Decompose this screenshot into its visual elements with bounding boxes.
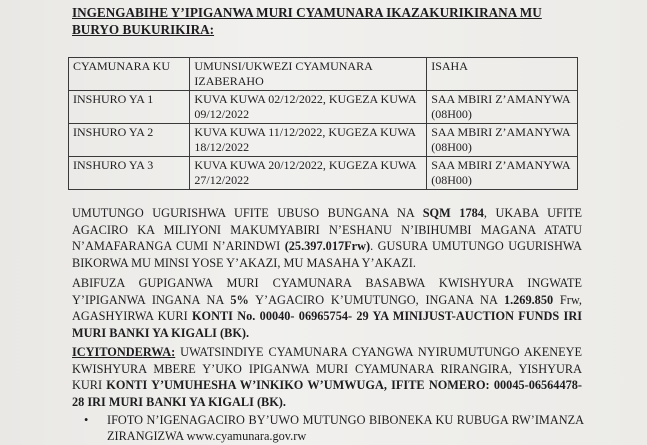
- deposit-percent: 5%: [230, 292, 249, 307]
- para3-text: UWATSINDIYE CYAMUNARA CYANGWA NYIRUMUTUNGO AKENEYE KWISHYURA MBERE Y’UKO IPIGANWA MURI CYAMUNARA RIRANGIRA, YISHYURA KURI: [72, 345, 582, 392]
- cell-dates: KUVA KUWA 20/12/2022, KUGEZA KUWA 27/12/2022: [190, 157, 427, 190]
- header-round: CYAMUNARA KU: [69, 58, 190, 91]
- cell-round: INSHURO YA 1: [69, 91, 190, 124]
- table-row: [69, 91, 578, 124]
- para1-text: UMUTUNGO UGURISHWA UFITE UBUSO BUNGANA NA: [72, 206, 423, 220]
- cell-round: INSHURO YA 3: [69, 157, 190, 190]
- property-area: SQM 1784: [422, 206, 484, 220]
- property-description-paragraph: [72, 205, 582, 271]
- list-item: [84, 412, 584, 444]
- header-dates: UMUNSI/UKWEZI CYAMUNARA IZABERAHO: [190, 58, 427, 91]
- header-time: ISAHA: [427, 58, 578, 91]
- para1-text: . GUSURA UMUTUNGO UGURISHWA BIKORWA MU MINSI YOSE Y’AKAZI, MU MASAHA Y’AKAZI.: [72, 239, 582, 270]
- bullet-text: IFOTO N’IGENAGACIRO BY’UWO MUTUNGO BIBONEKA KU RUBUGA RW’IMANZA ZIRANGIZWA www.cyamunara.gov.rw: [107, 413, 584, 443]
- para2-text: Y’AGACIRO K’UMUTUNGO, INGANA NA: [248, 292, 504, 307]
- table-row: [69, 157, 578, 190]
- heading-line-2: BURYO BUKURIKIRA:: [72, 22, 215, 37]
- auction-schedule-table: [68, 57, 578, 190]
- cell-dates: KUVA KUWA 02/12/2022, KUGEZA KUWA 09/12/2022: [190, 91, 427, 124]
- deposit-account: KONTI No. 00040- 06965754- 29 YA MINIJUST-AUCTION FUNDS IRI MURI BANKI YA KIGALI (BK).: [72, 309, 582, 340]
- cell-time: SAA MBIRI Z’AMANYWA (08H00): [427, 157, 578, 190]
- section-heading: [72, 4, 592, 38]
- cell-time: SAA MBIRI Z’AMANYWA (08H00): [427, 124, 578, 157]
- cell-round: INSHURO YA 2: [69, 124, 190, 157]
- table-row: [69, 124, 578, 157]
- heading-line-1: INGENGABIHE Y’IPIGANWA MURI CYAMUNARA IKAZAKURIKIRANA MU: [72, 5, 542, 20]
- para1-text: , UKABA UFITE AGACIRO KA MILIYONI MAKUMYABIRI N’ESHANU N’IBIHUMBI MAGANA ATATU N’AMAFARANGA CUMI N’ARINDWI: [72, 206, 582, 253]
- cell-dates: KUVA KUWA 11/12/2022, KUGEZA KUWA 18/12/2022: [190, 124, 427, 157]
- para2-text: Frw, AGASHYIRWA KURI: [72, 292, 582, 323]
- cell-time: SAA MBIRI Z’AMANYWA (08H00): [427, 91, 578, 124]
- table-header-row: [69, 58, 578, 91]
- notice-paragraph: [72, 344, 582, 410]
- deposit-amount: 1.269.850: [503, 292, 554, 307]
- deposit-paragraph: [72, 275, 582, 341]
- notice-label: ICYITONDERWA:: [72, 345, 176, 359]
- para2-text: ABIFUZA GUPIGANWA MURI CYAMUNARA BASABWA KWISHYURA INGWATE Y’IPIGANWA INGANA NA: [72, 276, 582, 307]
- bullet-icon: •: [84, 413, 89, 427]
- bailiff-account: KONTI Y’UMUHESHA W’INKIKO W’UMWUGA, IFITE NOMERO: 00045-06564478-28 IRI MURI BANKI YA KIGALI (BK).: [72, 378, 582, 409]
- property-value: (25.397.017Frw): [284, 239, 371, 253]
